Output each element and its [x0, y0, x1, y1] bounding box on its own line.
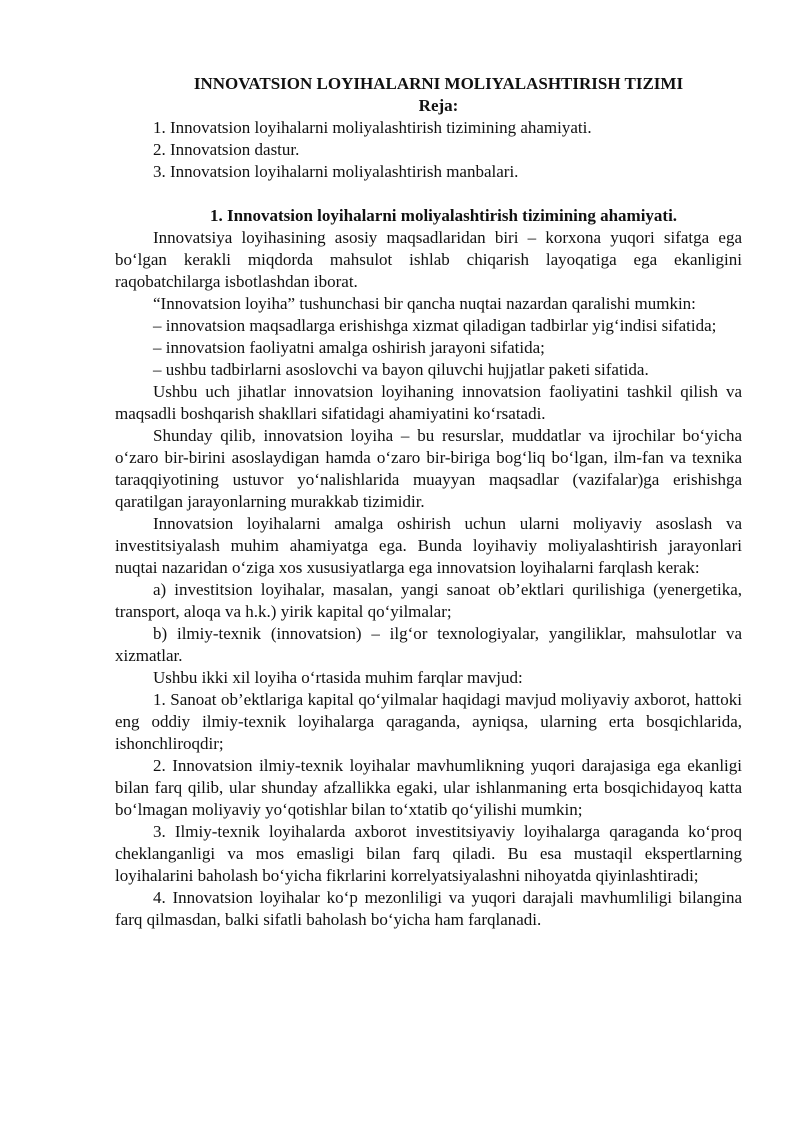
- paragraph: Ushbu ikki xil loyiha o‘rtasida muhim farqlar mavjud:: [153, 668, 523, 687]
- plan-list: [115, 117, 742, 183]
- section-heading: 1. Innovatsion loyihalarni moliyalashtirish tizimining ahamiyati.: [209, 206, 678, 225]
- paragraph: 4. Innovatsion loyihalar ko‘p mezonliligi va yuqori darajali mavhumliligi bilangina farq qilmasdan, balki sifatli baholash bo‘yicha ham farqlanadi.: [115, 888, 742, 929]
- paragraph: 2. Innovatsion ilmiy-texnik loyihalar mavhumlikning yuqori darajasiga ega ekanligi bilan farq qilib, ular shunday afzallikka egaki, ular ishlanmaning erta bosqichidayoq katta bo‘lmagan moliyaviy yo‘qotishlar bilan to‘xtatib qo‘yilishi mumkin;: [115, 756, 742, 819]
- paragraph: Innovatsiya loyihasining asosiy maqsadlaridan biri – korxona yuqori sifatga ega bo‘lgan kerakli miqdorda mahsulot ishlab chiqarish layoqatiga ega ekanligini raqobatchilarga isbotlashdan iborat.: [115, 228, 742, 291]
- paragraph: b) ilmiy-texnik (innovatsion) – ilg‘or texnologiyalar, yangiliklar, mahsulotlar va xizmatlar.: [115, 624, 742, 665]
- paragraph: a) investitsion loyihalar, masalan, yangi sanoat ob’ektlari qurilishiga (yenergetika, transport, aloqa va h.k.) yirik kapital qo‘yilmalar;: [115, 580, 742, 621]
- paragraph: Ushbu uch jihatlar innovatsion loyihaning innovatsion faoliyatini tashkil qilish va maqsadli boshqarish shakllari sifatidagi ahamiyatini ko‘rsatadi.: [115, 382, 742, 423]
- paragraph: “Innovatsion loyiha” tushunchasi bir qancha nuqtai nazardan qaralishi mumkin:: [153, 294, 696, 313]
- plan-item: 2. Innovatsion dastur.: [153, 140, 300, 159]
- paragraph: Innovatsion loyihalarni amalga oshirish uchun ularni moliyaviy asoslash va investitsiyalash muhim ahamiyatga ega. Bunda loyihaviy moliyalashtirish jarayonlari nuqtai nazaridan o‘ziga xos xususiyatlarga ega innovatsion loyihalarni farqlash kerak:: [115, 514, 742, 577]
- paragraph: 3. Ilmiy-texnik loyihalarda axborot investitsiyaviy loyihalarga qaraganda ko‘proq cheklanganligi va mos emasligi bilan farq qiladi. Bu esa mustaqil ekspertlarning loyihalarini baholash bo‘yicha fikrlarini korrelyatsiyalashni nihoyatda qiyinlashtiradi;: [115, 822, 742, 885]
- plan-item: 1. Innovatsion loyihalarni moliyalashtirish tizimining ahamiyati.: [153, 118, 592, 137]
- plan-heading: Reja:: [418, 96, 459, 115]
- spacer: [115, 183, 742, 205]
- plan-item: 3. Innovatsion loyihalarni moliyalashtirish manbalari.: [153, 162, 519, 181]
- paragraph: – ushbu tadbirlarni asoslovchi va bayon qiluvchi hujjatlar paketi sifatida.: [153, 360, 649, 379]
- body-text: [115, 227, 742, 931]
- paragraph: – innovatsion faoliyatni amalga oshirish jarayoni sifatida;: [153, 338, 545, 357]
- paragraph: Shunday qilib, innovatsion loyiha – bu resurslar, muddatlar va ijrochilar bo‘yicha o‘zaro bir-birini asoslaydigan hamda o‘zaro bir-biriga bog‘liq bo‘lgan, ilm-fan va texnika taraqqiyotining ustuvor yo‘nalishlarida muayyan maqsadlar (vazifalar)ga erishishga qaratilgan jarayonlarning murakkab tizimidir.: [115, 426, 742, 511]
- document-title: INNOVATSION LOYIHALARNI MOLIYALASHTIRISH TIZIMI: [193, 74, 684, 93]
- paragraph: 1. Sanoat ob’ektlariga kapital qo‘yilmalar haqidagi mavjud moliyaviy axborot, hattoki eng oddiy ilmiy-texnik loyihalarga qaraganda, ayniqsa, ularning erta bosqichlarida, ishonchliroqdir;: [115, 690, 742, 753]
- paragraph: – innovatsion maqsadlarga erishishga xizmat qiladigan tadbirlar yig‘indisi sifatida;: [153, 316, 717, 335]
